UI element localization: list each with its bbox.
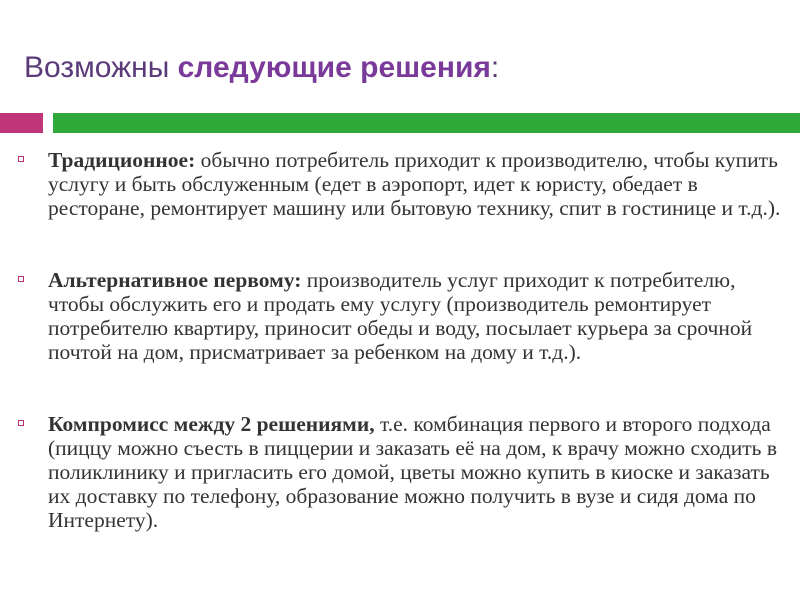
accent-bar-right bbox=[53, 113, 800, 133]
title-colon: : bbox=[490, 51, 500, 84]
item-lead: Традиционное: bbox=[48, 148, 196, 172]
hollow-square-bullet-icon bbox=[18, 156, 24, 162]
item-text: обычно потребитель приходит к производителю, чтобы купить услугу и быть обслуженным (едет в аэропорт, идет к юристу, обедает в ресторане, ремонтирует машину или бытовую технику, спит в гостинице и т.д.). bbox=[48, 148, 781, 220]
bullet-item-traditional bbox=[18, 148, 784, 220]
slide-title bbox=[24, 48, 764, 88]
item-lead: Альтернативное первому: bbox=[48, 268, 302, 292]
title-bold-text: следующие решения bbox=[177, 51, 491, 84]
accent-bar-left bbox=[0, 113, 43, 133]
item-lead: Компромисс между 2 решениями, bbox=[48, 412, 375, 436]
title-regular-text: Возможны bbox=[24, 51, 178, 84]
item-text: т.е. комбинация первого и второго подхода (пиццу можно съесть в пиццерии и заказать её на дом, к врачу можно сходить в поликлинику и пригласить его домой, цветы можно купить в киоске и заказать их доставку по телефону, образование можно получить в вузе и сидя дома по Интернету). bbox=[48, 412, 777, 532]
hollow-square-bullet-icon bbox=[18, 276, 24, 282]
item-text: производитель услуг приходит к потребителю, чтобы обслужить его и продать ему услугу (производитель ремонтирует потребителю квартиру, приносит обеды и воду, посылает курьера за срочной почтой на дом, присматривает за ребенком на дому и т.д.). bbox=[48, 268, 753, 364]
bullet-list bbox=[18, 148, 784, 532]
bullet-item-alternative bbox=[18, 268, 784, 364]
hollow-square-bullet-icon bbox=[18, 420, 24, 426]
bullet-item-compromise bbox=[18, 412, 784, 532]
